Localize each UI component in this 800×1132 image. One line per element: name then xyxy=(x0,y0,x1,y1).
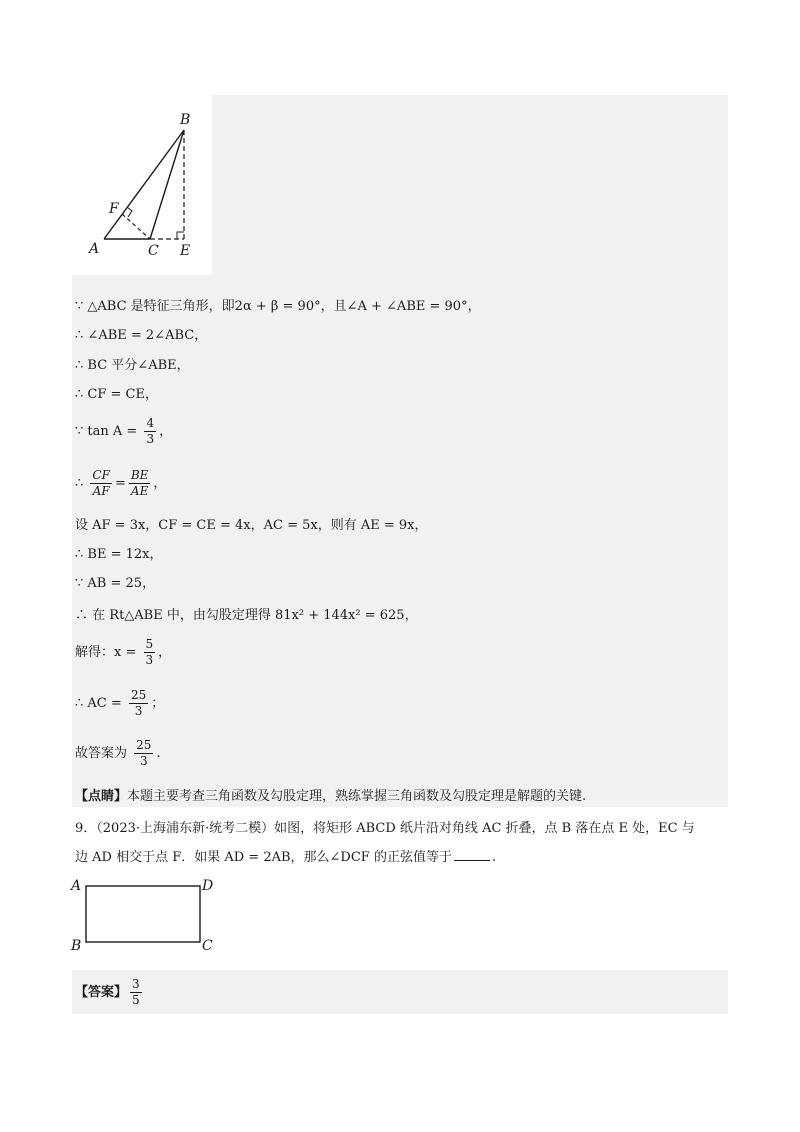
fraction-5-3: $\frac{5}{3}$ xyxy=(145,637,154,667)
label-C: C xyxy=(202,938,213,954)
solution-line-13: 故答案为 $\frac{25}{3}$ . xyxy=(75,738,161,768)
label-F: F xyxy=(109,201,119,217)
label-B: B xyxy=(71,938,82,954)
label-A: A xyxy=(89,241,100,257)
solution-line-7: 设 AF = 3x，CF = CE = 4x，AC = 5x，则有 AE = 9x， xyxy=(75,518,428,533)
solution-line-9: ∵ AB = 25， xyxy=(75,576,156,591)
answer-shade xyxy=(72,970,728,1014)
comment-text: 本题主要考查三角函数及勾股定理，熟练掌握三角函数及勾股定理是解题的关键. xyxy=(127,789,587,804)
triangle-figure xyxy=(72,95,212,275)
solution-line-2: ∴ ∠ABE = 2∠ABC， xyxy=(75,328,208,343)
answer-line xyxy=(75,977,145,1008)
fraction-be-ae: $\frac{BE}{AE}$ xyxy=(130,468,149,498)
solution-line-1: ∵ △ABC 是特征三角形，即2α + β = 90°，且∠A + ∠ABE = 90°， xyxy=(75,299,481,314)
label-A: A xyxy=(71,878,82,894)
triangle-diagram xyxy=(72,95,212,275)
solution-line-11: 解得：x = $\frac{5}{3}$ ， xyxy=(75,637,172,667)
fraction-3-5: $\frac{3}{5}$ xyxy=(132,977,140,1007)
comment-line xyxy=(75,787,586,807)
fraction-cf-af: $\frac{CF}{AF}$ xyxy=(92,468,110,498)
solution-line-6: ∴ $\frac{CF}{AF}$ = $\frac{BE}{AE}$ ， xyxy=(75,468,167,498)
fraction-4-3: $\frac{4}{3}$ xyxy=(146,416,155,446)
solution-line-5: ∵ tan A = $\frac{4}{3}$ ， xyxy=(75,416,173,446)
solution-line-10: ∴ 在 Rt△ABE 中，由勾股定理得 81x² + 144x² = 625， xyxy=(75,608,418,623)
solution-line-8: ∴ BE = 12x， xyxy=(75,547,163,562)
fraction-25-3-ac: $\frac{25}{3}$ xyxy=(130,688,147,718)
solution-line-3: ∴ BC 平分∠ABE， xyxy=(75,358,190,373)
label-C: C xyxy=(148,243,159,259)
label-E: E xyxy=(180,243,191,259)
answer-blank xyxy=(454,860,490,861)
fraction-25-3-answer: $\frac{25}{3}$ xyxy=(136,738,152,768)
rectangle-figure xyxy=(68,874,228,958)
answer-tag: 【答案】 xyxy=(75,985,128,1000)
solution-line-4: ∴ CF = CE， xyxy=(75,387,158,402)
label-B: B xyxy=(180,112,191,128)
question-line-2: 边 AD 相交于点 F．如果 AD = 2AB，那么∠DCF 的正弦值等于 . xyxy=(75,850,497,865)
comment-tag: 【点睛】 xyxy=(75,789,128,804)
label-D: D xyxy=(202,878,214,894)
question-line-1: 9．（2023·上海浦东新·统考二模）如图，将矩形 ABCD 纸片沿对角线 AC 折叠，点 B 落在点 E 处，EC 与 xyxy=(75,821,695,836)
rectangle-diagram xyxy=(68,874,228,958)
solution-line-12: ∴ AC = $\frac{25}{3}$ ； xyxy=(75,688,165,718)
